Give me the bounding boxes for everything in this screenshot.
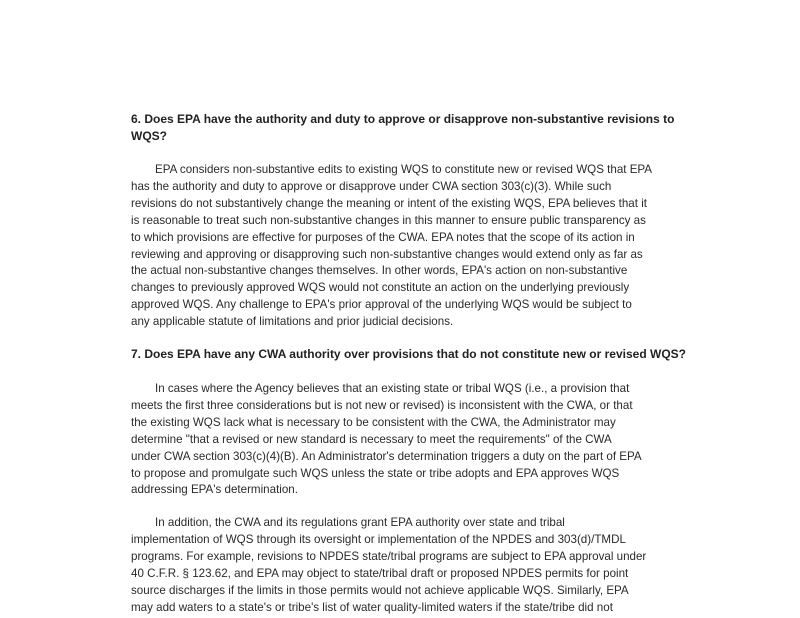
text-line: any applicable statute of limitations and prior judicial decisions.	[131, 315, 454, 329]
text-line: approved WQS. Any challenge to EPA's prior approval of the underlying WQS would be subject to	[131, 298, 632, 312]
text-line: 40 C.F.R. § 123.62, and EPA may object to state/tribal draft or proposed NPDES permits for point	[131, 566, 629, 580]
text-line: source discharges if the limits in those permits would not achieve applicable WQS. Similarly, EPA	[131, 583, 629, 597]
text-line: programs. For example, revisions to NPDES state/tribal programs are subject to EPA approval under	[131, 549, 647, 563]
section-6-heading	[131, 111, 691, 145]
text-line: determine "that a revised or new standard is necessary to meet the requirements" of the CWA	[131, 432, 612, 446]
heading-line: WQS?	[131, 129, 167, 143]
text-line: to propose and promulgate such WQS unless the state or tribe adopts and EPA approves WQS	[131, 466, 620, 480]
section-7-paragraph-2	[131, 515, 696, 616]
text-line: implementation of WQS through its oversight or implementation of the NPDES and 303(d)/TMDL	[131, 532, 626, 546]
section-6-paragraph	[131, 162, 696, 331]
text-line: revisions do not substantively change the meaning or intent of the existing WQS, EPA believes that it	[131, 196, 647, 210]
text-line: under CWA section 303(c)(4)(B). An Administrator's determination triggers a duty on the part of EPA	[131, 449, 642, 463]
heading-line: 6. Does EPA have the authority and duty to approve or disapprove non-substantive revisions to	[131, 112, 675, 126]
text-line: reviewing and approving or disapproving such non-substantive changes would extend only as far as	[131, 247, 643, 261]
text-line: changes to previously approved WQS would not constitute an action on the underlying previously	[131, 281, 630, 295]
text-line: In cases where the Agency believes that an existing state or tribal WQS (i.e., a provision that	[155, 382, 630, 395]
text-line: is reasonable to treat such non-substantive changes in this manner to ensure public transparency as	[131, 213, 646, 227]
text-line: to which provisions are effective for purposes of the CWA. EPA notes that the scope of its action in	[131, 230, 635, 244]
section-7-paragraph-1	[131, 381, 696, 499]
text-line: the existing WQS lack what is necessary to be consistent with the CWA, the Administrator may	[131, 415, 616, 429]
text-line: EPA considers non-substantive edits to existing WQS to constitute new or revised WQS that EPA	[155, 163, 653, 176]
text-line: meets the first three considerations but is not new or revised) is inconsistent with the CWA, or that	[131, 398, 633, 412]
text-line: has the authority and duty to approve or disapprove under CWA section 303(c)(3). While such	[131, 179, 612, 193]
heading-line: 7. Does EPA have any CWA authority over provisions that do not constitute new or revised WQS?	[131, 347, 686, 361]
text-line: the actual non-substantive changes themselves. In other words, EPA's action on non-substantive	[131, 264, 628, 278]
section-7-heading	[131, 346, 691, 363]
text-line: In addition, the CWA and its regulations grant EPA authority over state and tribal	[155, 516, 565, 529]
text-line: may add waters to a state's or tribe's list of water quality-limited waters if the state/tribe did not	[131, 600, 613, 614]
text-line: addressing EPA's determination.	[131, 483, 298, 497]
